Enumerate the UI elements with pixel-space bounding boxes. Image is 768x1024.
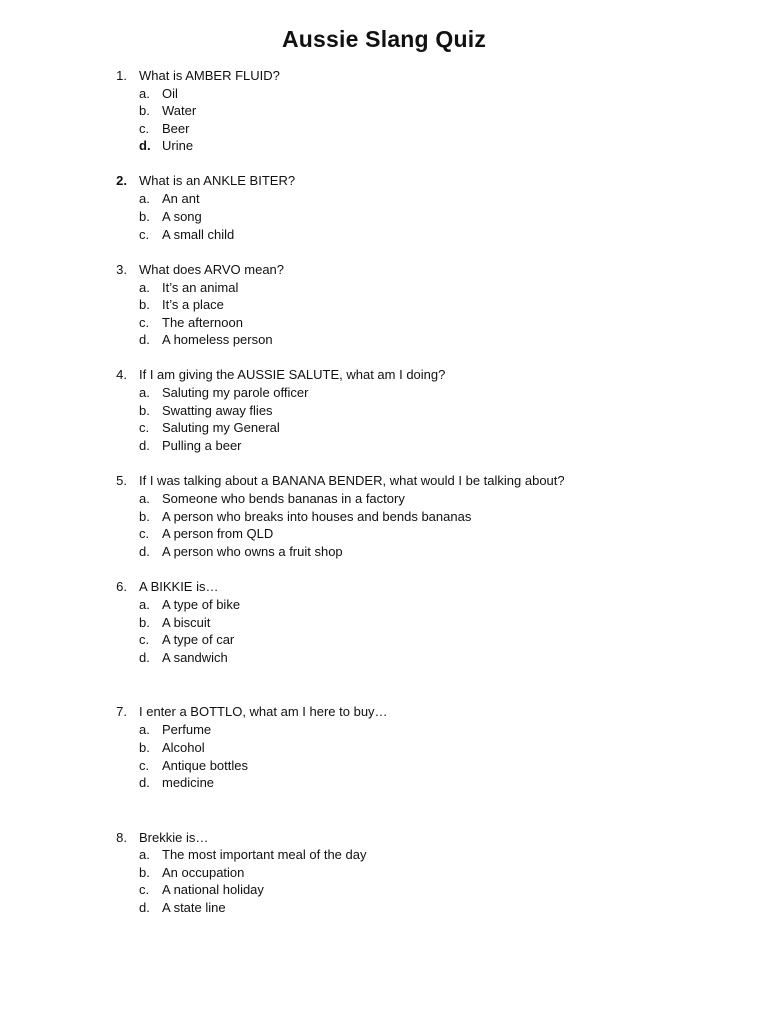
choice-text: Saluting my parole officer — [162, 385, 309, 400]
choice-text: Water — [162, 103, 197, 118]
choice-text: Oil — [162, 86, 178, 101]
choice-text: It’s a place — [162, 297, 224, 312]
choice-letter: a. — [139, 597, 150, 612]
choice-text: A song — [162, 209, 202, 224]
choice-letter: c. — [139, 315, 150, 330]
choice-text: A state line — [162, 900, 226, 915]
choice-text: Beer — [162, 121, 190, 136]
choice-letter: c. — [139, 758, 150, 773]
choice-text: A type of bike — [162, 597, 241, 612]
choice-letter: d. — [139, 138, 151, 153]
choice-letter: c. — [139, 882, 150, 897]
choice-letter: d. — [139, 900, 150, 915]
choice-letter: c. — [139, 420, 150, 435]
choice-letter: b. — [139, 209, 150, 224]
question-8-text: Brekkie is… — [139, 830, 209, 845]
choice-letter: b. — [139, 740, 150, 755]
choice-letter: d. — [139, 775, 150, 790]
choice-text: Alcohol — [162, 740, 205, 755]
choice-letter: d. — [139, 332, 150, 347]
choice-letter: b. — [139, 297, 150, 312]
question-1-text: What is AMBER FLUID? — [139, 68, 280, 83]
choice-letter: a. — [139, 191, 150, 206]
choice-text: Perfume — [162, 722, 212, 737]
question-6-text: A BIKKIE is… — [139, 579, 219, 594]
question-2-text: What is an ANKLE BITER? — [139, 173, 296, 188]
choice-text: Urine — [162, 138, 194, 153]
choice-text: A person who owns a fruit shop — [162, 544, 343, 559]
question-8-number: 8. — [116, 830, 127, 845]
choice-letter: c. — [139, 526, 150, 541]
choice-text: An occupation — [162, 865, 245, 880]
quiz-title: Aussie Slang Quiz — [281, 26, 487, 52]
choice-letter: b. — [139, 865, 150, 880]
choice-letter: a. — [139, 722, 150, 737]
question-7-number: 7. — [116, 704, 127, 719]
question-4-number: 4. — [116, 367, 127, 382]
choice-letter: a. — [139, 385, 150, 400]
question-4-text: If I am giving the AUSSIE SALUTE, what am I doing? — [139, 367, 446, 382]
choice-text: Antique bottles — [162, 758, 249, 773]
choice-letter: a. — [139, 280, 150, 295]
choice-letter: b. — [139, 509, 150, 524]
choice-text: Pulling a beer — [162, 438, 242, 453]
choice-text: A small child — [162, 227, 235, 242]
question-6-number: 6. — [116, 579, 127, 594]
choice-letter: a. — [139, 86, 150, 101]
question-3-text: What does ARVO mean? — [139, 262, 285, 277]
choice-letter: a. — [139, 847, 150, 862]
choice-letter: b. — [139, 403, 150, 418]
choice-letter: d. — [139, 650, 150, 665]
choice-text: An ant — [162, 191, 200, 206]
choice-text: It’s an animal — [162, 280, 239, 295]
choice-text: Someone who bends bananas in a factory — [162, 491, 405, 506]
choice-letter: d. — [139, 544, 150, 559]
choice-text: A homeless person — [162, 332, 273, 347]
choice-letter: c. — [139, 227, 150, 242]
choice-text: A person who breaks into houses and bends bananas — [162, 509, 472, 524]
choice-text: medicine — [162, 775, 215, 790]
choice-text: A biscuit — [162, 615, 211, 630]
question-1-number: 1. — [116, 68, 127, 83]
choice-letter: c. — [139, 632, 150, 647]
choice-text: Saluting my General — [162, 420, 280, 435]
question-7-text: I enter a BOTTLO, what am I here to buy… — [139, 704, 388, 719]
choice-letter: a. — [139, 491, 150, 506]
question-5-number: 5. — [116, 473, 127, 488]
choice-letter: b. — [139, 103, 150, 118]
question-5-text: If I was talking about a BANANA BENDER, what would I be talking about? — [139, 473, 565, 488]
choice-text: A type of car — [162, 632, 235, 647]
choice-text: A national holiday — [162, 882, 264, 897]
choice-text: Swatting away flies — [162, 403, 273, 418]
choice-text: The most important meal of the day — [162, 847, 367, 862]
choice-letter: c. — [139, 121, 150, 136]
choice-letter: d. — [139, 438, 150, 453]
choice-letter: b. — [139, 615, 150, 630]
question-3-number: 3. — [116, 262, 127, 277]
choice-text: The afternoon — [162, 315, 243, 330]
choice-text: A sandwich — [162, 650, 228, 665]
question-2-number: 2. — [116, 173, 127, 188]
choice-text: A person from QLD — [162, 526, 274, 541]
